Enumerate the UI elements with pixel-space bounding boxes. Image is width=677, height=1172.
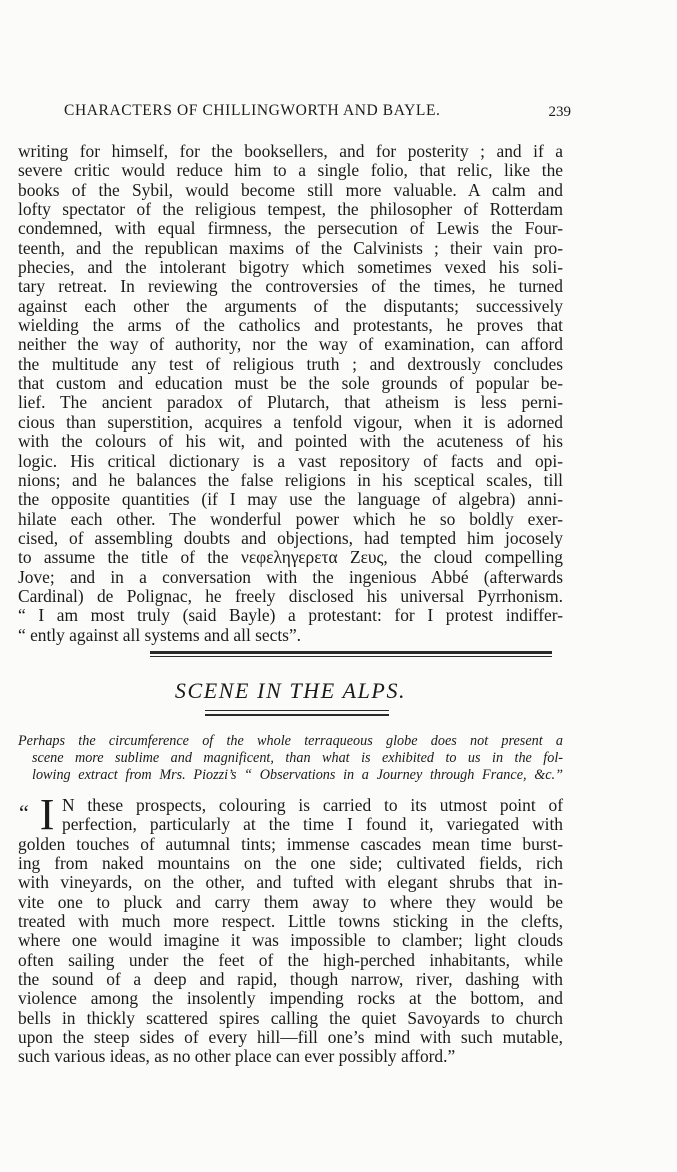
text-line: Cardinal) de Polignac, he freely disclosed his universal Pyrrhonism.: [18, 585, 563, 606]
quote-line: with vineyards, on the other, and tufted with elegant shrubs that in-: [18, 872, 563, 893]
quote-line: golden touches of autumnal tints; immense cascades mean time burst-: [18, 833, 563, 854]
text-line: severe critic would reduce him to a single folio, that relic, like the: [18, 160, 563, 181]
text-line: books of the Sybil, would become still more valuable. A calm and: [18, 179, 563, 200]
title-underline: [205, 714, 389, 716]
quote-line: treated with much more respect. Little towns sticking in the clefts,: [18, 911, 563, 932]
text-line: tary retreat. In reviewing the controversies of the times, he turned: [18, 276, 563, 297]
text-line: the opposite quantities (if I may use the language of algebra) anni-: [18, 489, 563, 510]
quote-line: perfection, particularly at the time I found it, variegated with: [62, 814, 563, 835]
text-line: teenth, and the republican maxims of the Calvinists ; their vain pro-: [18, 237, 563, 258]
text-line: neither the way of authority, nor the way of examination, can afford: [18, 334, 563, 355]
section-title: SCENE IN THE ALPS.: [174, 678, 407, 703]
quoted-extract: [18, 796, 563, 1067]
text-line: condemned, with equal firmness, the persecution of Lewis the Four-: [18, 218, 563, 239]
text-line: phecies, and the intolerant bigotry which sometimes vexed his soli-: [18, 257, 563, 278]
text-line: lief. The ancient paradox of Plutarch, that atheism is less perni-: [18, 392, 563, 413]
text-line: logic. His critical dictionary is a vast repository of facts and opi-: [18, 450, 563, 471]
running-head: CHARACTERS OF CHILLINGWORTH AND BAYLE.: [64, 102, 441, 119]
text-line: wielding the arms of the catholics and protestants, he proves that: [18, 315, 563, 336]
text-line: with the colours of his wit, and pointed with the acuteness of his: [18, 431, 563, 452]
quote-line: ing from naked mountains on the one side; cultivated fields, rich: [18, 853, 563, 874]
intro-line: scene more sublime and magnificent, than what is exhibited to us in the fol-: [32, 750, 563, 767]
intro-line: Perhaps the circumference of the whole terraqueous globe does not present a: [18, 733, 563, 749]
main-paragraph: [18, 142, 563, 645]
divider-rule: [150, 656, 552, 657]
text-line: against each other the arguments of the disputants; successively: [18, 295, 563, 316]
text-line: “ I am most truly (said Bayle) a protestant: for I protest indiffer-: [18, 605, 563, 626]
text-line: “ ently against all systems and all sects”.: [18, 624, 302, 645]
intro-line: lowing extract from Mrs. Piozzi’s “ Observations in a Journey through France, &c.”: [32, 767, 563, 784]
quote-line: upon the steep sides of every hill—fill one’s mind with such mutable,: [18, 1027, 563, 1048]
text-line: writing for himself, for the booksellers, and for posterity ; and if a: [18, 141, 563, 161]
quote-line: N these prospects, colouring is carried to its utmost point of: [62, 795, 563, 815]
quote-line: vite one to pluck and carry them away to where they would be: [18, 891, 563, 912]
text-line: lofty spectator of the religious tempest, the philosopher of Rotterdam: [18, 199, 563, 220]
intro-paragraph: [18, 733, 563, 785]
page-header: [58, 100, 573, 124]
quote-line: violence among the insolently impending rocks at the bottom, and: [18, 988, 563, 1009]
quote-line: where one would imagine it was impossible to clamber; light clouds: [18, 930, 563, 951]
text-line: to assume the title of the νεφεληγερετα Ζευς, the cloud compelling: [18, 547, 563, 568]
title-underline: [205, 710, 389, 711]
quote-line: bells in thickly scattered spires calling the quiet Savoyards to church: [18, 1007, 563, 1028]
divider-rule: [150, 651, 552, 654]
text-line: that custom and education must be the sole grounds of popular be-: [18, 373, 563, 394]
quote-line: often sailing under the feet of the high-perched inhabitants, while: [18, 949, 563, 970]
quote-line: such various ideas, as no other place can ever possibly afford.”: [18, 1046, 456, 1067]
quote-line: the sound of a deep and rapid, though narrow, river, dashing with: [18, 969, 563, 990]
text-line: nions; and he balances the false religions in his sceptical scales, till: [18, 469, 563, 490]
text-line: Jove; and in a conversation with the ingenious Abbé (afterwards: [18, 566, 563, 587]
drop-cap-letter: I: [39, 790, 55, 839]
text-line: cious than superstition, acquires a tenfold vigour, when it is adorned: [18, 411, 563, 432]
opening-quote-mark: “: [19, 800, 29, 825]
text-line: hilate each other. The wonderful power which he so boldly exer-: [18, 508, 563, 529]
page-number: 239: [548, 104, 571, 120]
text-line: cised, of assembling doubts and objections, had tempted him jocosely: [18, 527, 563, 548]
text-line: the multitude any test of religious truth ; and dextrously concludes: [18, 353, 563, 374]
